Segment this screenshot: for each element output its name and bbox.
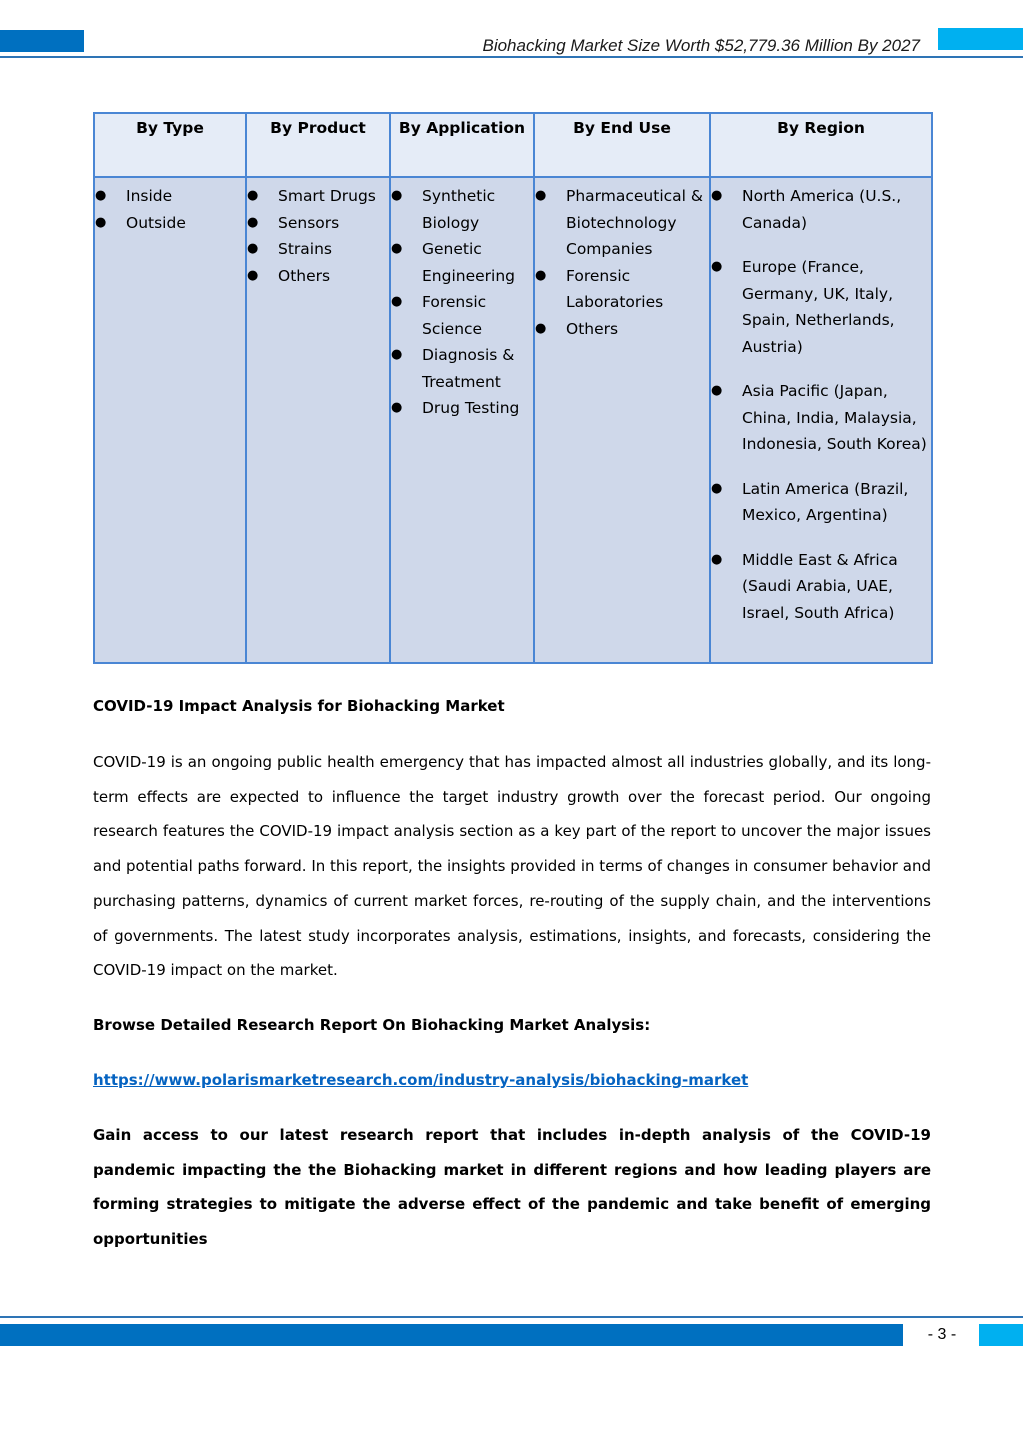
header-by-end-use: By End Use [534,113,710,177]
header-by-region: By Region [710,113,932,177]
list-item: ● Pharmaceutical & Biotechnology Companies [535,183,709,263]
header-title: Biohacking Market Size Worth $52,779.36 Million By 2027 [482,36,920,55]
list-item: ● Others [535,316,709,343]
bullet-icon: ● [711,480,723,496]
table-row [94,177,932,663]
covid-paragraph: COVID-19 is an ongoing public health emergency that has impacted almost all industries globally, and its long-term effects are expected to influence the target industry growth over the forecast period. Our ongoing research features the COVID-19 impact analysis section as a key part of the report to uncover the major issues and potential paths forward. In this report, the insights provided in terms of changes in consumer behavior and purchasing patterns, dynamics of current market forces, re-routing of the supply chain, and the interventions of governments. The latest study incorporates analysis, estimations, insights, and forecasts, considering the COVID-19 impact on the market. [93,753,931,980]
bullet-icon: ● [711,551,723,567]
bullet-icon: ● [95,214,107,230]
bullet-icon: ● [711,188,723,203]
header-by-application: By Application [390,113,534,177]
bullet-icon: ● [391,294,403,309]
bullet-icon: ● [391,347,403,362]
list-item: ● Sensors [247,210,389,237]
list-item: ● Middle East & Africa (Saudi Arabia, UAE, Israel, South Africa) [711,547,931,627]
header-rule [0,56,1023,58]
bullet-icon: ● [247,241,259,256]
covid-heading: COVID-19 Impact Analysis for Biohacking Market [93,697,505,715]
bullet-icon: ● [535,188,547,203]
cell-by-type [94,177,246,663]
footer-left-bar [0,1324,903,1346]
report-link[interactable]: https://www.polarismarketresearch.com/industry-analysis/biohacking-market [93,1071,749,1089]
cta-paragraph: Gain access to our latest research report that includes in-depth analysis of the COVID-19 pandemic impacting the the Biohacking market in different regions and how leading players are forming strategies to mitigate the adverse effect of the pandemic and take benefit of emerging opportunities [93,1126,931,1249]
header-by-product: By Product [246,113,390,177]
list-item: ● Europe (France, Germany, UK, Italy, Spain, Netherlands, Austria) [711,254,931,360]
bullet-icon: ● [391,400,403,415]
header-right-bar [938,28,1023,50]
bullet-icon: ● [711,259,723,274]
list-item: ● Others [247,263,389,290]
cell-by-end-use [534,177,710,663]
bullet-icon: ● [711,383,723,398]
list-item: ● Asia Pacific (Japan, China, India, Malaysia, Indonesia, South Korea) [711,378,931,458]
list-item: ● Genetic Engineering [391,236,533,289]
browse-heading: Browse Detailed Research Report On Biohacking Market Analysis: [93,1016,651,1034]
segmentation-table [93,112,933,664]
bullet-icon: ● [535,267,547,283]
list-item: ● Diagnosis & Treatment [391,342,533,395]
list-item: ● Latin America (Brazil, Mexico, Argentina) [711,476,931,529]
footer-rule [0,1316,1023,1318]
list-item: ● Synthetic Biology [391,183,533,236]
list-item: ● North America (U.S., Canada) [711,183,931,236]
list-item: ● Inside [95,183,245,210]
list-item: ● Strains [247,236,389,263]
list-item: ● Smart Drugs [247,183,389,210]
bullet-icon: ● [247,188,259,203]
list-item: ● Forensic Laboratories [535,263,709,316]
bullet-icon: ● [391,188,403,203]
bullet-icon: ● [391,241,403,256]
list-item: ● Forensic Science [391,289,533,342]
cell-by-product [246,177,390,663]
footer-right-bar [979,1324,1023,1346]
header-by-type: By Type [94,113,246,177]
table-header-row [94,113,932,177]
list-item: ● Outside [95,210,245,237]
bullet-icon: ● [247,267,259,283]
bullet-icon: ● [535,320,547,336]
bullet-icon: ● [247,214,259,230]
cell-by-region [710,177,932,663]
cell-by-application [390,177,534,663]
header-left-bar [0,30,84,52]
list-item: ● Drug Testing [391,395,533,422]
page-number: - 3 - [927,1326,957,1343]
bullet-icon: ● [95,188,107,203]
